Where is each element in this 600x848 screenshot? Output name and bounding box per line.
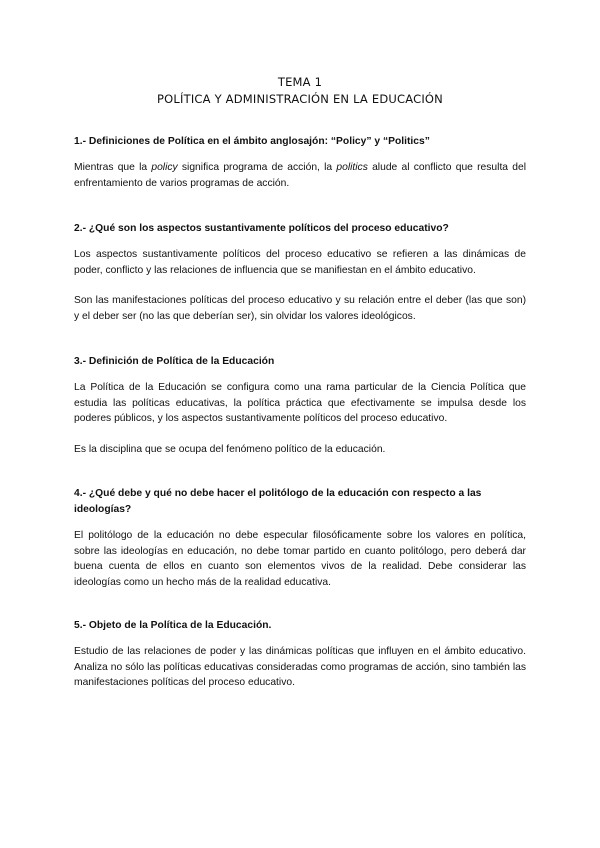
term-politics: politics [336,162,368,173]
section-3 [74,354,526,457]
section-3-heading: 3.- Definición de Política de la Educación [74,356,275,367]
document-title-block [0,74,600,108]
section-1-heading: 1.- Definiciones de Política en el ámbito anglosajón: “Policy” y “Politics” [74,136,430,147]
term-policy: policy [151,162,178,173]
section-4-paragraph-1: El politólogo de la educación no debe especular filosóficamente sobre los valores en política, sobre las ideologías en educación, no debe tomar partido en cuanto politólogo, pero deberá dar buena cuenta de ellos en cuanto son elementos vivos de la realidad. Debe considerar las ideologías como un hecho más de la realidad educativa. [74,530,526,588]
section-3-paragraph-2: Es la disciplina que se ocupa del fenómeno político de la educación. [74,443,386,455]
section-1-paragraph-1 [74,160,526,191]
section-5 [74,618,526,691]
section-5-paragraph-1: Estudio de las relaciones de poder y las dinámicas políticas que influyen en el ámbito educativo. Analiza no sólo las políticas educativas consideradas como programas de acción, sino también las manifestaciones políticas del proceso educativo. [74,646,526,688]
section-3-paragraph-1: La Política de la Educación se configura como una rama particular de la Ciencia Política que estudia las políticas educativas, la política práctica que efectivamente se impulsa desde los poderes públicos, y los aspectos sustantivamente políticos del proceso educativo. [74,382,526,424]
document-title: POLÍTICA Y ADMINISTRACIÓN EN LA EDUCACIÓN [157,92,443,106]
section-1 [74,134,526,191]
section-2-heading: 2.- ¿Qué son los aspectos sustantivamente políticos del proceso educativo? [74,223,449,234]
section-2-paragraph-1: Los aspectos sustantivamente políticos del proceso educativo se refieren a las dinámicas de poder, conflicto y las relaciones de influencia que se manifiestan en el ámbito educativo. [74,249,526,276]
text-run: Mientras que la [74,162,152,173]
section-2 [74,221,526,324]
text-run: alude al conflicto que resulta del enfrentamiento de varios programas de acción. [74,162,526,189]
text-run: significa programa de acción, la [177,162,337,173]
section-4 [74,486,526,590]
section-2-paragraph-2: Son las manifestaciones políticas del proceso educativo y su relación entre el deber (las que son) y el deber ser (no las que deberían ser), sin olvidar los valores ideológicos. [74,295,526,322]
tema-label: TEMA 1 [277,75,323,89]
section-5-heading: 5.- Objeto de la Política de la Educación. [74,620,272,631]
section-4-heading: 4.- ¿Qué debe y qué no debe hacer el politólogo de la educación con respecto a las ideologías? [74,488,482,515]
